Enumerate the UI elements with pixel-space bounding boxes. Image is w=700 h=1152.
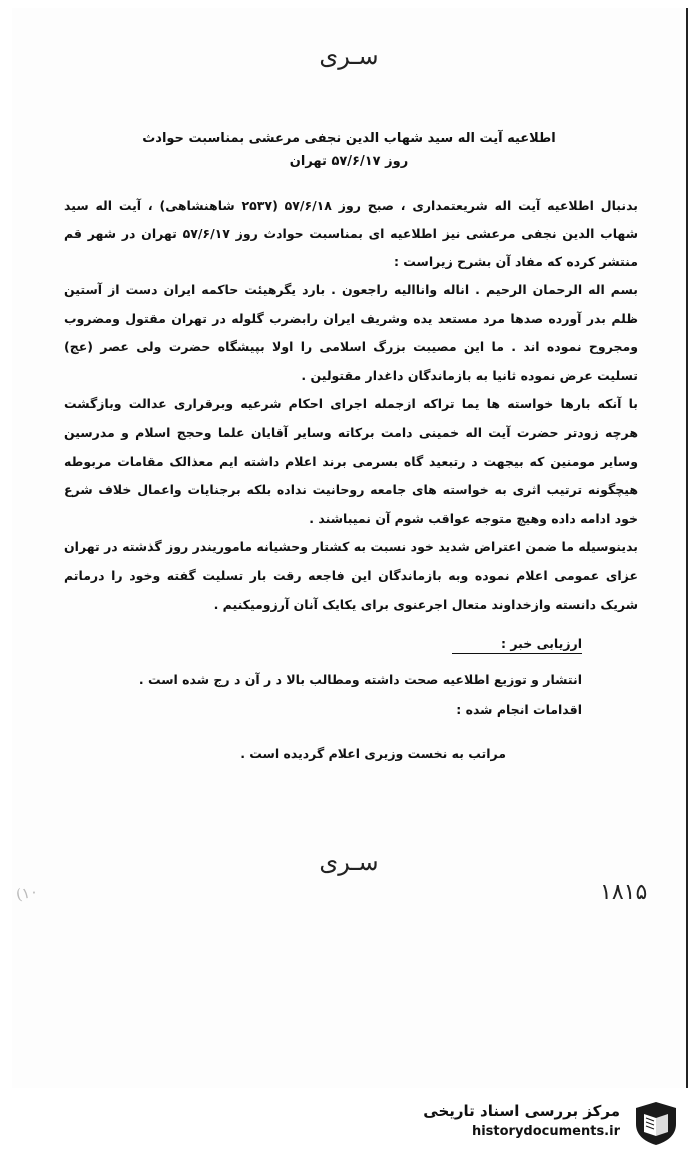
final-remark: مراتب به نخست وزیری اعلام گردیده است . <box>240 746 506 761</box>
margin-note: (۱۰ <box>14 882 40 904</box>
archive-watermark <box>420 1100 690 1146</box>
document-title: اطلاعیه آیت اله سید شهاب الدین نجفی مرعشی بمناسبت حوادث <box>142 131 556 146</box>
classification-footer: سـری <box>319 848 379 876</box>
intro-paragraph: بدنبال اطلاعیه آیت اله شریعتمداری ، صبح روز ۵۷/۶/۱۸ (۲۵۳۷ شاهنشاهی) ، آیت اله سید شهاب الدین نجفی مرعشی نیز اطلاعیه ای بمناسبت حوادث روز ۵۷/۶/۱۷ تهران در شهر قم منتشر کرده که مفاد آن بشرح زیراست : <box>64 198 638 269</box>
statement-body <box>64 276 638 619</box>
document-page <box>12 8 688 1088</box>
statement-paragraph: با آنکه بارها خواسته ها یما تراکه ازجمله اجرای احکام شرعیه وبرقراری عدالت وبازگشت هرچه زودتر حضرت آیت اله خمینی دامت برکاته وسایر آقایان علما وحجج اسلام و مدرسین وسایر مومنین که بیجهت د رتبعید گاه بسرمی برند اعلام داشته ایم معذالک مقامات مربوطه هیچگونه ترتیب اثری به خواسته های جامعه روحانیت نداده بلکه برجنایات واعمال خلاف شرع خود ادامه داده وهیچ متوجه عواقب شوم آن نمیباشند . <box>64 396 638 526</box>
evaluation-text: انتشار و توزیع اطلاعیه صحت داشته ومطالب بالا د ر آن د رج شده است . <box>138 672 582 687</box>
archive-url: historydocuments.ir <box>471 1124 620 1139</box>
statement-paragraph: بسم اله الرحمان الرحیم . اناله واناالیه راجعون . بارد یگرهیئت حاکمه ایران دست از آستین ظلم بدر آورده صدها مرد مستعد یده وشریف ایران رابضرب گلوله در تهران مقتول ومضروب ومجروح نموده اند . ما این مصیبت بزرگ اسلامی را اولا بپیشگاه حضرت ولی عصر (عج) تسلیت عرض نموده ثانیا به بازماندگان داغدار مقتولین . <box>64 282 638 383</box>
page-number: ۱۸۱۵ <box>600 880 648 905</box>
actions-label: اقدامات انجام شده : <box>456 702 582 717</box>
archive-name: مرکز بررسی اسناد تاریخی <box>423 1102 620 1120</box>
book-shield-logo-icon <box>632 1100 680 1146</box>
statement-paragraph: بدینوسیله ما ضمن اعتراض شدید خود نسبت به کشتار وحشیانه ماموریندر روز گذشته در تهران عزای عمومی اعلام نموده وبه بازماندگان این فاجعه رقت بار تسلیت گفته وخود را درماتم شریک دانسته وازخداوند متعال اجرعنوی برای یکایک آنان آرزومیکنیم . <box>64 539 638 612</box>
classification-header: سـری <box>319 42 379 70</box>
document-subtitle: روز ۵۷/۶/۱۷ تهران <box>289 154 409 169</box>
evaluation-label: ارزیابی خبر : <box>452 636 582 654</box>
